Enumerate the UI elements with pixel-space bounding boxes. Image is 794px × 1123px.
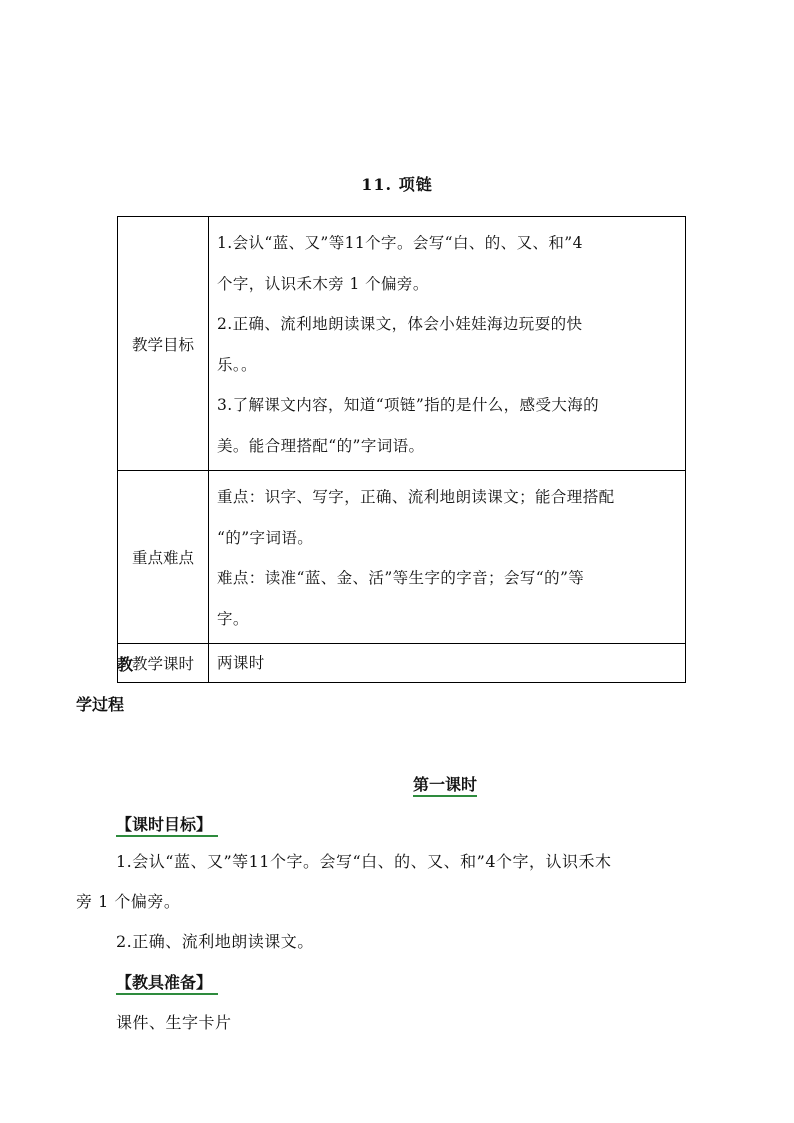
focus-content (209, 471, 686, 644)
goal-line: 1.会认“蓝、又”等11个字。会写“白、的、又、和”4个字，认识禾木 (116, 852, 612, 871)
section-heading-tools (116, 970, 218, 993)
goals-label: 教学目标 (118, 217, 209, 471)
focus-line: 重点：识字、写字，正确、流利地朗读课文；能合理搭配 (217, 488, 615, 506)
document-title: 11. 项链 (361, 175, 433, 194)
goals-line: 美。能合理搭配“的”字词语。 (217, 436, 425, 455)
goals-line: 乐。。 (217, 355, 257, 374)
focus-line: 难点：读准“蓝、金、活”等生字的字音；会写“的”等 (217, 569, 585, 587)
hours-label: 教学课时 (118, 644, 209, 683)
lesson-title-text: 第一课时 (413, 775, 477, 797)
goals-line: 2.正确、流利地朗读课文，体会小娃娃海边玩耍的快 (217, 315, 583, 333)
focus-line: “的”字词语。 (217, 528, 314, 547)
goals-line: 3.了解课文内容，知道“项链”指的是什么，感受大海的 (217, 396, 600, 414)
goal-item: 2.正确、流利地朗读课文。 (116, 932, 314, 951)
goals-line: 个字，认识禾木旁 1 个偏旁。 (217, 274, 429, 293)
focus-label: 重点难点 (118, 471, 209, 644)
lesson-plan-table (117, 216, 686, 683)
process-heading-part1: 教 (117, 655, 134, 674)
goals-content (209, 217, 686, 471)
focus-line: 字。 (217, 609, 249, 628)
table-row-goals (118, 217, 686, 471)
table-row-focus (118, 471, 686, 644)
section-heading-goals (116, 812, 218, 835)
process-heading-part2: 学过程 (76, 695, 125, 714)
hours-value: 两课时 (209, 644, 686, 683)
goals-line: 1.会认“蓝、又”等11个字。会写“白、的、又、和”4 (217, 234, 583, 252)
tools-text: 课件、生字卡片 (116, 1013, 232, 1032)
section-heading-goals-text: 【课时目标】 (116, 815, 218, 837)
section-heading-tools-text: 【教具准备】 (116, 973, 218, 995)
goal-line: 旁 1 个偏旁。 (76, 892, 181, 911)
goals-paragraph (76, 842, 726, 962)
lesson-title (0, 772, 794, 795)
table-row-hours (118, 644, 686, 683)
